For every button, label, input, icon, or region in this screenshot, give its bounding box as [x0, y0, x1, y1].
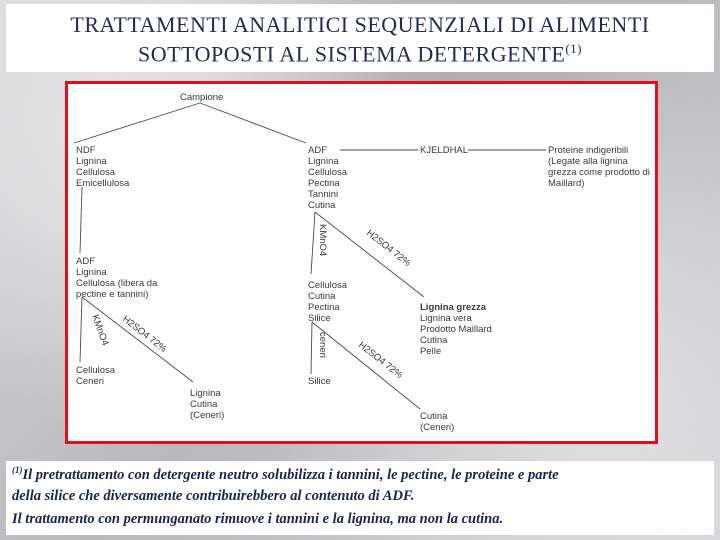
- adf-left-item: Cellulosa (libera da: [76, 278, 158, 289]
- node-silice: Silice: [308, 376, 331, 387]
- proteine-line: Maillard): [548, 178, 585, 189]
- lignina-grezza-title: Lignina grezza: [420, 302, 486, 313]
- lignina-bottom-item: (Ceneri): [190, 410, 225, 421]
- node-lignina-bottom: [190, 388, 224, 421]
- middle-list-item: Cutina: [308, 291, 336, 302]
- node-middle-list: [308, 280, 348, 324]
- node-ndf: [76, 145, 130, 189]
- node-adf-left: [76, 256, 158, 300]
- label-ceneri: ceneri: [317, 332, 328, 358]
- diagram-frame: [65, 81, 658, 444]
- title-box: [6, 4, 714, 72]
- proteine-line: Proteine indigeribili: [548, 145, 629, 156]
- lignina-grezza-item: Cutina: [420, 335, 448, 346]
- middle-list-item: Silice: [308, 313, 331, 324]
- node-campione: Campione: [180, 92, 224, 103]
- title-footnote-marker: (1): [565, 41, 582, 56]
- label-h2so4-bottom: H2SO4 72%: [356, 339, 405, 381]
- middle-list-item: Cellulosa: [308, 280, 348, 291]
- adf-top-item: Cellulosa: [308, 167, 348, 178]
- footnote-line-2: della silice che diversamente contribuirebbero al contenuto di ADF.: [12, 488, 415, 504]
- adf-top-item: Cutina: [308, 200, 336, 211]
- node-cellulosa-ceneri: [76, 365, 116, 387]
- label-kmno4-top: KMnO4: [317, 224, 328, 257]
- label-h2so4-left: H2SO4 72%: [120, 313, 169, 355]
- flow-diagram: [68, 84, 655, 441]
- node-kjeldhal: KJELDHAL: [420, 145, 469, 156]
- lignina-grezza-item: Prodotto Maillard: [420, 324, 492, 335]
- node-lignina-grezza: [420, 302, 492, 357]
- lignina-bottom-item: Cutina: [190, 399, 218, 410]
- proteine-line: (Legate alla lignina: [548, 156, 628, 167]
- node-adf-top: [308, 145, 348, 211]
- cutina-ceneri-item: Cutina: [420, 411, 448, 422]
- slide-title-line-1: TRATTAMENTI ANALITICI SEQUENZIALI DI ALIMENTI: [70, 12, 650, 37]
- lignina-grezza-item: Lignina vera: [420, 313, 472, 324]
- footnote-line-1: [12, 465, 559, 484]
- ndf-item: Lignina: [76, 156, 107, 167]
- footnote-line-3: Il trattamento con permunganato rimuove i tannini e la lignina, ma non la cutina.: [12, 511, 504, 527]
- proteine-line: grezza come prodotto di: [548, 167, 650, 178]
- footnote-line-1-text: Il pretrattamento con detergente neutro solubilizza i tannini, le pectine, le proteine e parte: [22, 466, 559, 483]
- cutina-ceneri-item: (Ceneri): [420, 422, 455, 433]
- node-proteine: [548, 145, 650, 189]
- slide-title-line-2-text: SOTTOPOSTI AL SISTEMA DETERGENTE: [138, 41, 566, 67]
- lignina-bottom-item: Lignina: [190, 388, 221, 399]
- adf-top-item: Tannini: [308, 189, 339, 200]
- adf-left-item: Lignina: [76, 267, 107, 278]
- ndf-title: NDF: [76, 145, 96, 156]
- footnote-marker: (1): [12, 465, 23, 475]
- adf-top-item: Lignina: [308, 156, 339, 167]
- slide-title-line-2: [6, 41, 714, 67]
- adf-left-title: ADF: [76, 256, 95, 267]
- footnote-box: [6, 461, 714, 535]
- adf-left-item: pectine e tannini): [76, 289, 149, 300]
- cellulosa-ceneri-item: Ceneri: [76, 376, 104, 387]
- label-kmno4-left: KMnO4: [89, 313, 111, 348]
- lignina-grezza-item: Pelle: [420, 346, 442, 357]
- node-cutina-ceneri: [420, 411, 454, 433]
- middle-list-item: Pectina: [308, 302, 340, 313]
- cellulosa-ceneri-item: Cellulosa: [76, 365, 116, 376]
- label-h2so4-top: H2SO4 72%: [364, 227, 413, 269]
- adf-top-item: Pectina: [308, 178, 340, 189]
- ndf-item: Emicellulosa: [76, 178, 130, 189]
- adf-top-title: ADF: [308, 145, 327, 156]
- ndf-item: Cellulosa: [76, 167, 116, 178]
